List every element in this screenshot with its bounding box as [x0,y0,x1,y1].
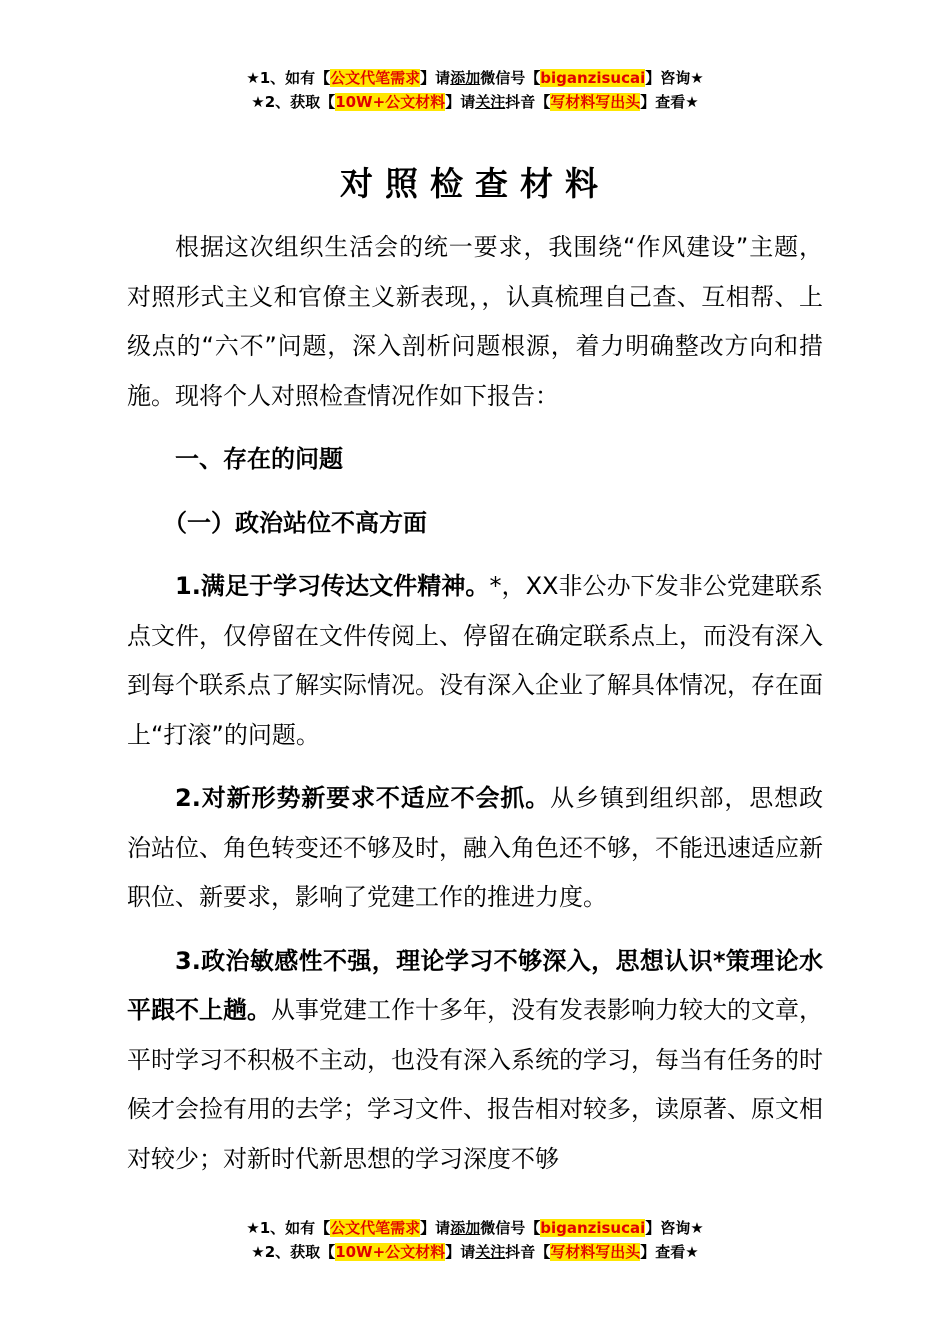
banner-line-2: ★2、获取【10W+公文材料】请关注抖音【写材料写出头】查看★ [251,93,699,111]
banner-highlight: 公文代笔需求 [330,69,421,87]
banner-highlight: 10W+公文材料 [335,93,446,111]
item-lead: 3.政治敏感性不强，理论学习不够深入，思想认识*策理论水平跟不上趟。 [127,946,823,1024]
section-heading: 一、存在的问题 [175,445,343,473]
item-text: *，XX非公办下发非公党建联系点文件，仅停留在文件传阅上、停留在确定联系点上，而没有深入到每个联系点了解实际情况。没有深入企业了解具体情况，存在面上“打滚”的问题。 [127,572,823,749]
item-paragraph [127,562,823,760]
banner-highlight: 10W+公文材料 [335,1243,446,1261]
header-banner [0,66,950,114]
footer-banner [0,1216,950,1264]
item-paragraph [127,774,823,923]
document-title: 对照检查材料 [340,164,610,203]
item-text: 从乡镇到组织部，思想政治站位、角色转变还不够及时，融入角色还不够，不能迅速适应新职位、新要求，影响了党建工作的推进力度。 [127,784,823,911]
item-text: 从事党建工作十多年，没有发表影响力较大的文章，平时学习不积极不主动，也没有深入系统的学习，每当有任务的时候才会捡有用的去学；学习文件、报告相对较多，读原著、原文相对较少；对新时代新思想的学习深度不够 [127,996,823,1173]
banner-highlight: biganzisucai [540,69,646,87]
item-lead: 2.对新形势新要求不适应不会抓。 [175,784,551,812]
subsection-heading: （一）政治站位不高方面 [163,508,427,537]
banner-line-1: ★1、如有【公文代笔需求】请添加微信号【biganzisucai】咨询★ [246,69,704,87]
intro-paragraph: 根据这次组织生活会的统一要求，我围绕“作风建设”主题，对照形式主义和官僚主义新表现，，认真梳理自己查、互相帮、上级点的“六不”问题，深入剖析问题根源，着力明确整改方向和措施。现将个人对照检查情况作如下报告： [127,233,823,410]
banner-highlight: 公文代笔需求 [330,1219,421,1237]
banner-highlight: 写材料写出头 [550,1243,641,1261]
item-paragraph [127,937,823,1185]
banner-highlight: 写材料写出头 [550,93,641,111]
banner-highlight: biganzisucai [540,1219,646,1237]
item-lead: 1.满足于学习传达文件精神。 [175,572,490,600]
banner-line-1: ★1、如有【公文代笔需求】请添加微信号【biganzisucai】咨询★ [246,1219,704,1237]
document-body [127,223,823,1198]
banner-line-2: ★2、获取【10W+公文材料】请关注抖音【写材料写出头】查看★ [251,1243,699,1261]
